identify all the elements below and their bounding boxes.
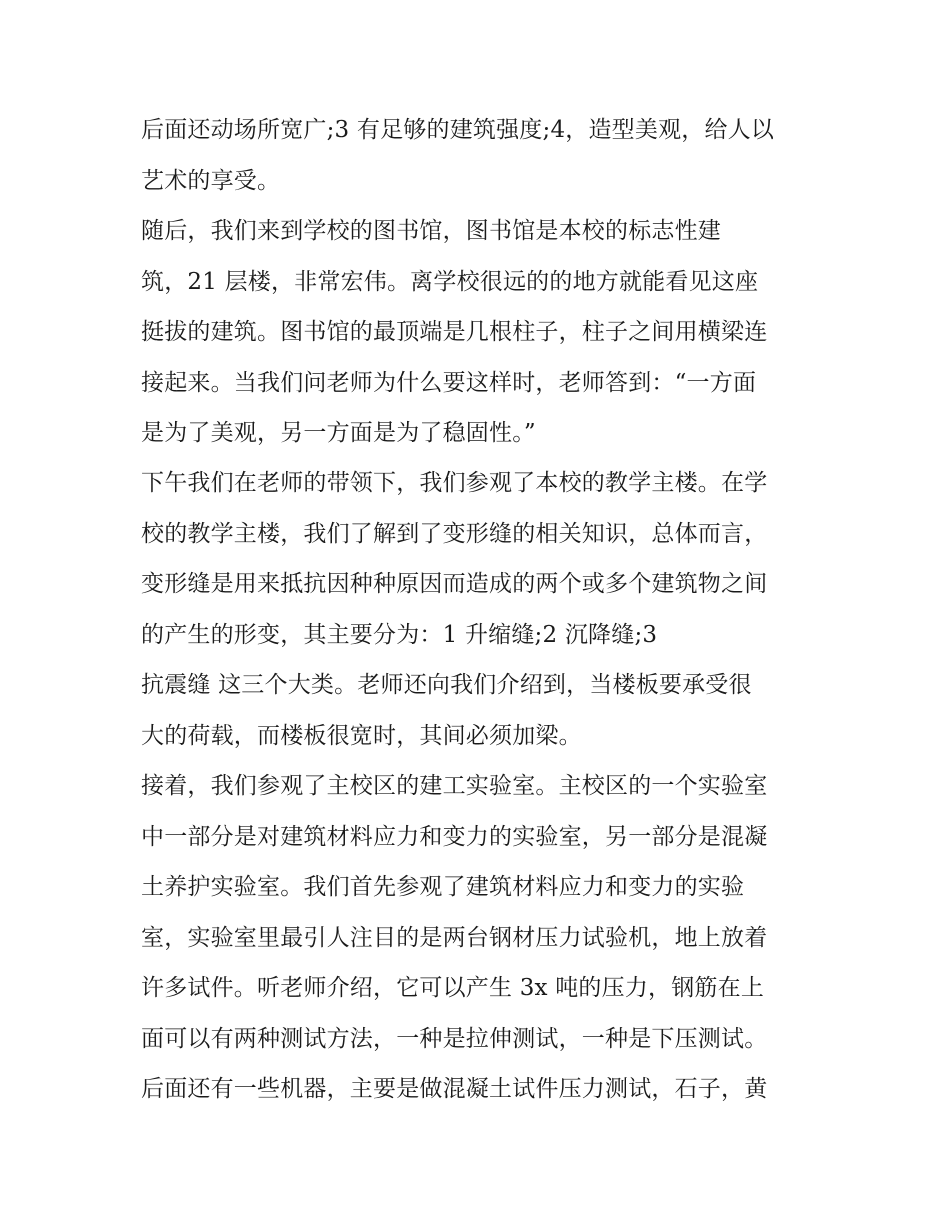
text-line: 面可以有两种测试方法，一种是拉伸测试，一种是下压测试。 — [141, 1026, 768, 1052]
text-line: 大的荷载，而楼板很宽时，其间必须加梁。 — [141, 723, 582, 749]
text-line: 的产生的形变，其主要分为：1 升缩缝;2 沉降缝;3 — [141, 622, 658, 648]
text-line: 接起来。当我们问老师为什么要这样时，老师答到：“一方面 — [141, 370, 757, 396]
text-line: 校的教学主楼，我们了解到了变形缝的相关知识，总体而言， — [141, 521, 768, 547]
text-line: 筑，21 层楼，非常宏伟。离学校很远的的地方就能看见这座 — [141, 269, 759, 295]
text-line: 中一部分是对建筑材料应力和变力的实验室，另一部分是混凝 — [141, 824, 768, 850]
text-line: 挺拔的建筑。图书馆的最顶端是几根柱子，柱子之间用横梁连 — [141, 319, 768, 345]
text-line: 接着，我们参观了主校区的建工实验室。主校区的一个实验室 — [141, 773, 768, 799]
text-line: 抗震缝 这三个大类。老师还向我们介绍到，当楼板要承受很 — [141, 672, 752, 698]
text-line: 艺术的享受。 — [141, 168, 281, 194]
text-line: 许多试件。听老师介绍，它可以产生 3x 吨的压力，钢筋在上 — [141, 975, 765, 1001]
text-line: 后面还有一些机器，主要是做混凝土试件压力测试，石子，黄 — [141, 1076, 768, 1102]
text-line: 变形缝是用来抵抗因种种原因而造成的两个或多个建筑物之间 — [141, 571, 768, 597]
text-line: 是为了美观，另一方面是为了稳固性。” — [141, 420, 536, 446]
text-line: 土养护实验室。我们首先参观了建筑材料应力和变力的实验 — [141, 874, 745, 900]
text-line: 下午我们在老师的带领下，我们参观了本校的教学主楼。在学 — [141, 470, 768, 496]
text-line: 室，实验室里最引人注目的是两台钢材压力试验机，地上放着 — [141, 925, 768, 951]
text-line: 后面还动场所宽广;3 有足够的建筑强度;4，造型美观，给人以 — [141, 117, 775, 143]
text-line: 随后，我们来到学校的图书馆，图书馆是本校的标志性建 — [141, 218, 721, 244]
